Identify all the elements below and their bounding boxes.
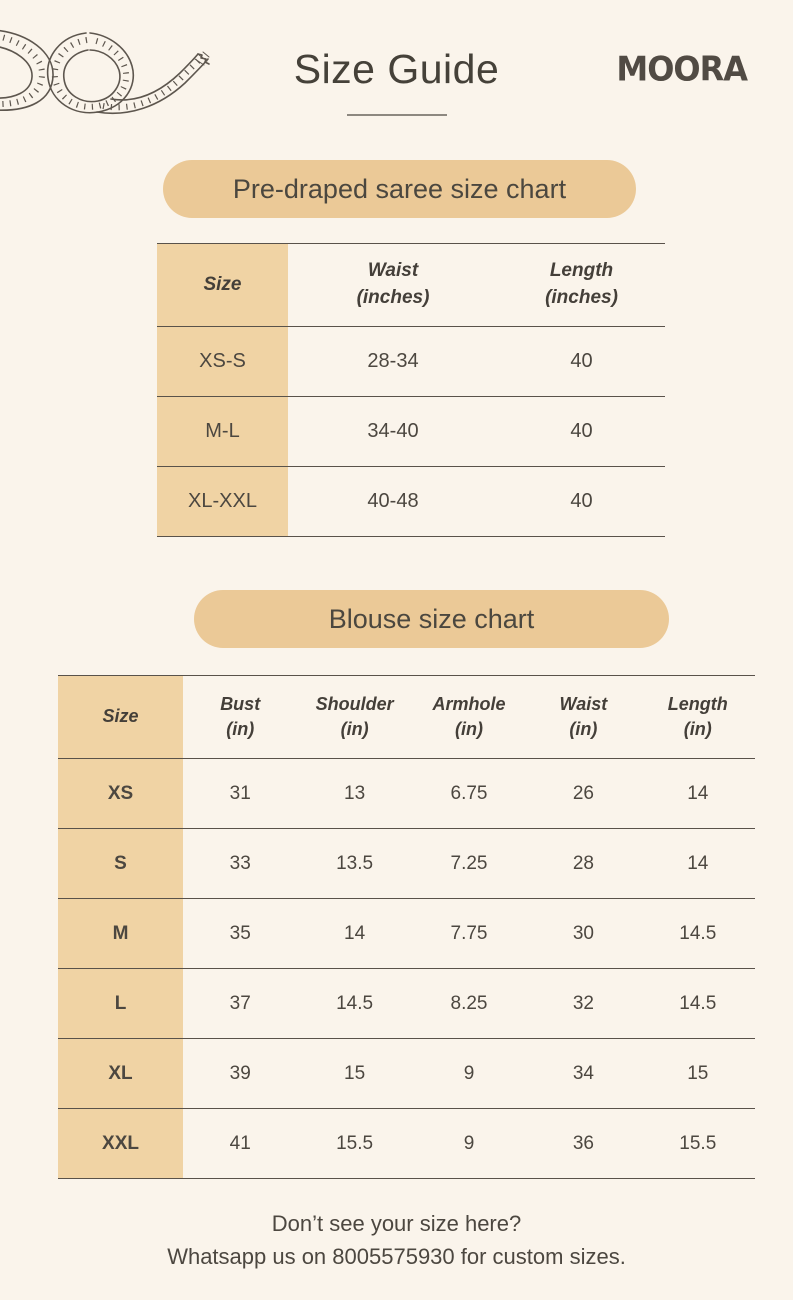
header	[0, 0, 793, 160]
length-cell: 14	[687, 782, 709, 804]
table-row	[58, 1039, 755, 1109]
blouse-table-header-row	[58, 676, 755, 759]
size-cell: S	[58, 829, 183, 898]
table-row	[157, 327, 665, 397]
saree-col-header-waist	[288, 244, 498, 326]
blouse-col-header-waist	[526, 676, 640, 758]
armhole-cell: 9	[463, 1132, 475, 1154]
shoulder-cell: 14.5	[336, 992, 374, 1014]
shoulder-cell: 15	[344, 1062, 366, 1084]
waist-cell: 28	[572, 852, 594, 874]
bust-cell: 35	[229, 922, 251, 944]
blouse-chart-badge-label: Blouse size chart	[328, 603, 535, 634]
armhole-cell: 7.75	[450, 922, 488, 944]
header-label: Size	[203, 273, 242, 295]
table-row	[58, 829, 755, 899]
whatsapp-number: 8005575930	[332, 1244, 455, 1269]
table-row	[157, 397, 665, 467]
blouse-col-header-armhole	[412, 676, 526, 758]
page-title: Size Guide	[293, 46, 500, 92]
length-cell: 15.5	[679, 1132, 717, 1154]
armhole-cell: 7.25	[450, 852, 488, 874]
table-row	[58, 899, 755, 969]
waist-cell: 36	[572, 1132, 594, 1154]
header-unit: (in)	[340, 719, 369, 739]
blouse-col-header-size	[58, 676, 183, 758]
size-cell: XL	[58, 1039, 183, 1108]
armhole-cell: 9	[463, 1062, 475, 1084]
armhole-cell: 6.75	[450, 782, 488, 804]
waist-cell: 28-34	[367, 350, 419, 372]
header-unit: (inches)	[356, 287, 430, 308]
footer-cta-suffix: for custom sizes.	[454, 1244, 626, 1269]
table-row	[58, 1109, 755, 1179]
waist-cell: 26	[572, 782, 594, 804]
shoulder-cell: 13.5	[336, 852, 374, 874]
title-underline	[347, 114, 447, 116]
footer-cta	[0, 1240, 793, 1273]
saree-col-header-length	[498, 244, 665, 326]
length-cell: 40	[570, 350, 593, 372]
blouse-size-table	[58, 675, 755, 1179]
header-label: Bust	[220, 693, 261, 714]
length-cell: 15	[687, 1062, 709, 1084]
size-cell: XXL	[58, 1109, 183, 1178]
blouse-chart-badge	[194, 590, 669, 648]
header-unit: (in)	[683, 719, 712, 739]
footer-question: Don’t see your size here?	[271, 1211, 522, 1236]
blouse-col-header-bust	[183, 676, 297, 758]
footer-note	[0, 1207, 793, 1273]
blouse-col-header-length	[641, 676, 755, 758]
size-cell: XL-XXL	[157, 467, 288, 536]
saree-chart-badge-label: Pre-draped saree size chart	[232, 173, 567, 204]
size-cell: L	[58, 969, 183, 1038]
header-label: Length	[549, 260, 614, 282]
header-label: Length	[667, 693, 728, 714]
table-row	[58, 759, 755, 829]
shoulder-cell: 15.5	[336, 1132, 374, 1154]
length-cell: 14	[687, 852, 709, 874]
shoulder-cell: 13	[344, 782, 366, 804]
length-cell: 40	[570, 420, 593, 442]
size-cell: XS-S	[157, 327, 288, 396]
header-label: Waist	[367, 260, 419, 282]
length-cell: 40	[570, 490, 593, 512]
saree-table-header-row	[157, 244, 665, 327]
header-unit: (in)	[569, 719, 598, 739]
table-row	[157, 467, 665, 537]
saree-size-table	[157, 243, 665, 537]
footer-cta-prefix: Whatsapp us on	[167, 1244, 333, 1269]
size-cell: M-L	[157, 397, 288, 466]
saree-chart-badge	[163, 160, 636, 218]
length-cell: 14.5	[679, 922, 717, 944]
waist-cell: 34	[572, 1062, 594, 1084]
bust-cell: 31	[229, 782, 251, 804]
blouse-col-header-shoulder	[297, 676, 411, 758]
bust-cell: 33	[229, 852, 251, 874]
waist-cell: 32	[572, 992, 594, 1014]
header-unit: (inches)	[545, 287, 618, 308]
waist-cell: 34-40	[367, 420, 419, 442]
header-label: Armhole	[432, 693, 506, 714]
bust-cell: 37	[229, 992, 251, 1014]
header-label: Shoulder	[315, 693, 394, 714]
waist-cell: 40-48	[367, 490, 419, 512]
header-unit: (in)	[455, 719, 483, 739]
size-cell: XS	[58, 759, 183, 828]
header-unit: (in)	[226, 719, 255, 739]
bust-cell: 39	[229, 1062, 251, 1084]
waist-cell: 30	[572, 922, 594, 944]
header-label: Size	[102, 706, 139, 727]
brand-logo: MOORA	[616, 48, 747, 90]
header-label: Waist	[559, 693, 608, 714]
length-cell: 14.5	[679, 992, 717, 1014]
armhole-cell: 8.25	[450, 992, 488, 1014]
saree-col-header-size	[157, 244, 288, 326]
table-row	[58, 969, 755, 1039]
bust-cell: 41	[229, 1132, 251, 1154]
size-cell: M	[58, 899, 183, 968]
shoulder-cell: 14	[344, 922, 366, 944]
